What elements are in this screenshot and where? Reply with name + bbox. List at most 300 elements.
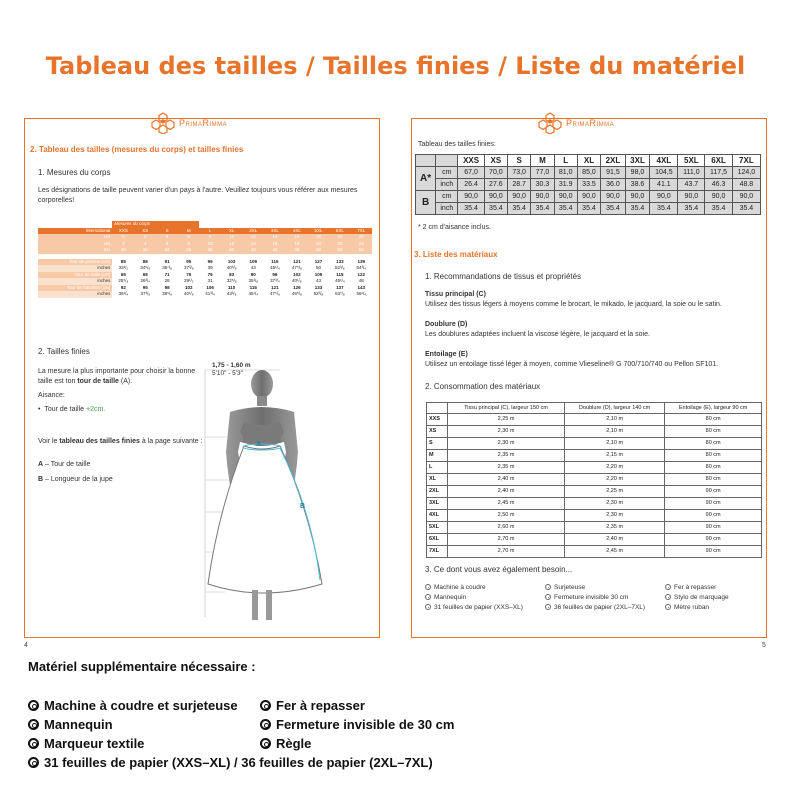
list-item-label: Fer à repasser (276, 698, 365, 713)
table-cell: 90,0 (484, 191, 507, 203)
table-cell: 80 cm (665, 414, 762, 426)
table-cell: 56¹/₄ (356, 291, 367, 296)
table-cell: 77,0 (531, 167, 554, 179)
table-cell: 26³/₄ (140, 278, 151, 283)
table-cell: 45¹/₄ (248, 291, 259, 296)
table-cell: 110 (228, 284, 236, 290)
finished-sizes-text (38, 367, 203, 387)
table-cell: 52 (351, 247, 372, 254)
table-cell: 121 (271, 284, 279, 290)
list-item (28, 717, 113, 732)
table-cell: 0 (112, 234, 134, 241)
table-cell: 32 (134, 247, 156, 254)
table-cell: 2,30 m (564, 498, 664, 510)
table-cell: 6 (156, 241, 178, 248)
bullet-icon (260, 700, 271, 711)
table-cell: 6 (178, 234, 199, 241)
table-cell: 22 (329, 241, 351, 248)
size-cell: S (427, 438, 448, 450)
finished-table-title: Tableau des tailles finies: (418, 141, 496, 148)
size-header-cell: XL (577, 155, 600, 167)
list-item (665, 594, 729, 601)
row-label: inches (38, 291, 112, 298)
bullet-icon (665, 604, 671, 610)
table-row (427, 450, 762, 462)
table-cell: 109 (249, 258, 258, 264)
table-cell: 126 (293, 284, 301, 290)
table-cell: 37³/₈ (140, 291, 151, 296)
left-page-number: 4 (24, 642, 28, 649)
table-cell: 10 (221, 234, 243, 241)
table-cell: 18 (308, 234, 329, 241)
table-row (416, 179, 761, 191)
legend-a-letter: A (38, 461, 44, 468)
table-cell: 45¹/₄ (335, 278, 345, 283)
size-cell: XXS (427, 414, 448, 426)
lining-title: Doublure (D) (425, 321, 468, 328)
table-cell: 27.6 (484, 179, 507, 191)
brand-logo (150, 112, 227, 134)
table-cell: 121 (293, 258, 301, 264)
table-cell: 91,5 (601, 167, 626, 179)
list-item-label: Règle (276, 736, 312, 751)
table-cell: 40⁵/₈ (226, 265, 237, 270)
table-cell: 90 cm (665, 486, 762, 498)
table-cell: 2,50 m (448, 510, 565, 522)
table-cell: 2,60 m (448, 522, 565, 534)
table-cell: 30 (112, 247, 134, 254)
table-cell: 10 (199, 241, 220, 248)
list-item (425, 584, 486, 591)
row-label: EU (38, 247, 112, 254)
table-cell: 33¹/₂ (118, 265, 129, 270)
legend-a (38, 460, 90, 470)
table-cell: 28.7 (508, 179, 531, 191)
table-cell: 81,0 (554, 167, 577, 179)
table-cell: 143 (357, 284, 366, 290)
table-cell: 88 (142, 258, 148, 264)
table-cell: 36.0 (601, 179, 626, 191)
table-cell: 36¹/₄ (118, 291, 129, 296)
table-cell: 43 (315, 278, 321, 283)
table-cell: 35.4 (508, 203, 531, 215)
tf-text-bold: tour de taille (77, 378, 119, 385)
table-row (427, 510, 762, 522)
size-cell: 5XL (427, 522, 448, 534)
row-label: US (38, 234, 112, 241)
table-cell: 90,0 (625, 191, 650, 203)
table-cell: 90 cm (665, 522, 762, 534)
size-header-cell: XS (484, 155, 507, 167)
table-cell: 95 (186, 258, 192, 264)
legend-a-text: – Tour de taille (43, 461, 91, 468)
hexagon-logo-icon (537, 112, 563, 134)
table-cell: 137 (336, 284, 344, 290)
row-label: UK (38, 241, 112, 248)
bullet-icon (545, 604, 551, 610)
aisance-item-text: Tour de taille (44, 406, 86, 413)
unit-cell: inch (436, 179, 458, 191)
table-cell: 43.7 (678, 179, 705, 191)
measure-header-cell: XS (134, 228, 156, 235)
table-cell: 35.4 (705, 203, 733, 215)
size-cell: L (427, 462, 448, 474)
bullet-icon (260, 719, 271, 730)
table-cell: 80 cm (665, 474, 762, 486)
table-cell: 90 cm (665, 534, 762, 546)
consumption-table (426, 402, 762, 558)
size-header-cell: S (508, 155, 531, 167)
table-cell: 2 (134, 234, 156, 241)
table-cell: 75 (186, 271, 192, 277)
table-cell: 67,0 (458, 167, 484, 179)
measure-header-cell: 2XL (243, 228, 264, 235)
table-cell: 2,45 m (448, 498, 565, 510)
body-measure-intro: Les désignations de taille peuvent varier d'un pays à l'autre. Veuillez toujours vous référer aux mesures corporelles! (38, 187, 358, 204)
table-cell: 92 (120, 284, 126, 290)
measure-header-cell: 6XL (329, 228, 351, 235)
measure-header-cell: L (199, 228, 220, 235)
interfacing-title: Entoilage (E) (425, 351, 468, 358)
table-cell: 47⁵/₈ (269, 291, 280, 296)
table-cell: 2,10 m (564, 414, 664, 426)
table-cell: 50 (329, 247, 351, 254)
table-cell: 46.3 (705, 179, 733, 191)
bottom-heading: Matériel supplémentaire nécessaire : (28, 659, 256, 674)
unit-cell: cm (436, 167, 458, 179)
list-item-label: Fer à repasser (674, 584, 717, 591)
table-cell: 38 (199, 247, 220, 254)
measure-header-cell: XXS (112, 228, 134, 235)
row-label: Tour de taille (cm) (38, 272, 112, 279)
aisance-label: Aisance: (38, 392, 65, 399)
table-cell: 2,30 m (564, 510, 664, 522)
table-cell: 29¹/₂ (184, 278, 194, 283)
table-cell: 90,0 (458, 191, 484, 203)
size-cell: XL (427, 474, 448, 486)
voir-text-bold: tableau des tailles finies (59, 438, 140, 445)
table-row (427, 438, 762, 450)
table-cell: 35.4 (458, 203, 484, 215)
table-row (427, 414, 762, 426)
table-cell: 38.6 (625, 179, 650, 191)
size-cell: 2XL (427, 486, 448, 498)
table-cell: 91 (164, 258, 170, 264)
table-cell: 80 cm (665, 462, 762, 474)
consumption-header-cell: Doublure (D), largeur 140 cm (564, 403, 664, 414)
table-row (427, 462, 762, 474)
list-item (545, 584, 585, 591)
table-cell: 26.4 (458, 179, 484, 191)
table-cell: 20 (329, 234, 351, 241)
table-cell: 90,0 (678, 191, 705, 203)
list-item-label: Fermeture invisible 30 cm (554, 594, 629, 601)
table-cell: 35.4 (531, 203, 554, 215)
table-cell: 90,0 (508, 191, 531, 203)
table-cell: 31.9 (554, 179, 577, 191)
table-cell: 73,0 (508, 167, 531, 179)
table-cell: 34⁵/₈ (140, 265, 151, 270)
table-cell: 53⁷/₈ (334, 291, 345, 296)
table-cell: 49⁵/₈ (291, 291, 302, 296)
table-cell: 85,0 (577, 167, 600, 179)
table-cell: 35.4 (625, 203, 650, 215)
table-cell: 37³/₈ (183, 265, 194, 270)
table-cell: 103 (227, 258, 236, 264)
table-cell: 70,0 (484, 167, 507, 179)
table-cell: 115 (336, 271, 344, 277)
group-cell: A* (416, 167, 436, 191)
list-item (545, 604, 645, 611)
table-row (38, 291, 372, 298)
list-item-label: Mannequin (434, 594, 467, 601)
table-cell: 45¹/₄ (270, 265, 280, 270)
height-label-2: 5'10" - 5'3" (212, 370, 243, 377)
table-cell: 42 (243, 247, 264, 254)
tf-text-2: (A). (118, 378, 133, 385)
table-row (427, 534, 762, 546)
table-cell: 39 (207, 265, 213, 270)
table-cell: 2,35 m (564, 522, 664, 534)
finished-sizes-subheading: 2. Tailles finies (38, 347, 90, 356)
list-item-label: Mètre ruban (674, 604, 710, 611)
table-row (416, 203, 761, 215)
list-item-label: Machine à coudre (434, 584, 486, 591)
table-cell: 98,0 (625, 167, 650, 179)
size-header-cell: 2XL (601, 155, 626, 167)
hexagon-logo-icon (150, 112, 176, 134)
table-cell: 2,25 m (564, 486, 664, 498)
table-cell: 2,15 m (564, 450, 664, 462)
table-cell: 25⁵/₈ (118, 278, 129, 283)
table-cell: 90 cm (665, 510, 762, 522)
table-cell: 18 (286, 241, 308, 248)
table-cell: 96 (272, 271, 278, 277)
table-cell: 127 (314, 258, 323, 264)
consumption-header-cell: Tissu principal (C), largeur 150 cm (448, 403, 565, 414)
bullet-icon (28, 700, 39, 711)
consumption-subheading: 2. Consommation des matériaux (425, 382, 541, 391)
list-item-label: Stylo de marquage (674, 594, 729, 601)
measure-table-caption: Mesures du corps (112, 221, 199, 228)
table-cell: 35.4 (650, 203, 678, 215)
table-cell: 90 cm (665, 546, 762, 558)
bullet-icon (665, 584, 671, 590)
table-cell: 85 (120, 258, 126, 264)
voir-text-2: à la page suivante : (139, 438, 203, 445)
bullet-icon (260, 738, 271, 749)
measure-header-cell: 4XL (286, 228, 308, 235)
list-item (545, 594, 628, 601)
table-cell: 48 (358, 278, 364, 283)
bullet-icon (28, 757, 39, 768)
table-cell: 40¹/₈ (183, 291, 194, 296)
table-cell: 40 (221, 247, 243, 254)
table-cell: 41³/₄ (205, 291, 215, 296)
list-item (260, 717, 454, 732)
table-cell: 90,0 (577, 191, 600, 203)
table-cell: 80 cm (665, 438, 762, 450)
table-cell: 98 (164, 284, 170, 290)
table-cell: 111,0 (678, 167, 705, 179)
table-cell: 117,5 (705, 167, 733, 179)
table-row (416, 191, 761, 203)
table-row (427, 426, 762, 438)
size-header-cell: L (554, 155, 577, 167)
table-cell: 50 (315, 265, 321, 270)
size-cell: 6XL (427, 534, 448, 546)
list-item-label: Surjeteuse (554, 584, 586, 591)
list-item (260, 736, 311, 751)
marker-a: A (256, 441, 262, 448)
measure-header-cell: M (178, 228, 199, 235)
body-measure-subheading: 1. Mesures du corps (38, 168, 111, 177)
body-measure-table (38, 221, 372, 298)
table-cell: 12 (221, 241, 243, 248)
table-cell: 102 (185, 284, 193, 290)
table-cell: 80 cm (665, 450, 762, 462)
bullet-icon (425, 604, 431, 610)
bullet-icon (665, 594, 671, 600)
table-cell: 90 (250, 271, 256, 277)
table-cell: 95 (142, 284, 148, 290)
table-cell: 90 cm (665, 498, 762, 510)
table-cell: 47⁵/₈ (291, 265, 302, 270)
consumption-header-cell (427, 403, 448, 414)
table-cell: 2,30 m (448, 438, 565, 450)
table-cell: 2,35 m (448, 450, 565, 462)
row-label: Tour de poitrine (cm) (38, 259, 112, 266)
table-row (427, 474, 762, 486)
table-cell: 41.1 (650, 179, 678, 191)
table-cell: 43 (250, 265, 256, 270)
list-item (665, 604, 709, 611)
voir-text (38, 437, 208, 447)
list-item-label: Mannequin (44, 717, 113, 732)
table-cell: 35.4 (601, 203, 626, 215)
table-cell: 34 (156, 247, 178, 254)
table-cell: 90,0 (531, 191, 554, 203)
size-header-cell: 6XL (705, 155, 733, 167)
table-row (416, 167, 761, 179)
table-cell: 133 (314, 284, 323, 290)
table-cell: 2,45 m (564, 546, 664, 558)
table-cell: 52³/₈ (313, 291, 324, 296)
bullet-icon (28, 719, 39, 730)
table-cell: 2,10 m (564, 426, 664, 438)
table-cell: 4 (156, 234, 178, 241)
brand-logo-right (537, 112, 614, 134)
table-cell: 31 (207, 278, 213, 283)
table-cell: 36 (178, 247, 199, 254)
fabric-subheading: 1. Recommandations de tissus et propriétés (425, 272, 582, 281)
list-item-label: Fermeture invisible de 30 cm (276, 717, 455, 732)
table-cell: 14 (264, 234, 286, 241)
table-cell: 46 (286, 247, 308, 254)
table-cell: 2,25 m (448, 414, 565, 426)
header-blank (436, 155, 458, 167)
list-item (665, 584, 716, 591)
lining-text: Les doublures adaptées incluent la viscose légère, le jacquard et la soie. (425, 331, 650, 338)
measure-header-cell: 7XL (351, 228, 372, 235)
list-item-label: 36 feuilles de papier (2XL–7XL) (554, 604, 646, 611)
table-cell: 90,0 (732, 191, 760, 203)
list-item (260, 698, 365, 713)
list-item (28, 698, 238, 713)
table-cell: 28 (164, 278, 170, 283)
list-item (28, 736, 144, 751)
table-cell: 109 (314, 271, 323, 277)
size-header-cell: 5XL (678, 155, 705, 167)
row-label: inches (38, 265, 112, 272)
table-cell: 65 (120, 271, 126, 277)
table-cell: 14 (243, 241, 264, 248)
finished-sizes-table (415, 154, 761, 215)
list-item-label: 31 feuilles de papier (XXS–XL) / 36 feuilles de papier (2XL–7XL) (44, 755, 433, 770)
table-cell: 2,35 m (448, 462, 565, 474)
table-row (427, 522, 762, 534)
table-cell: 54³/₄ (356, 265, 367, 270)
table-cell: 43³/₈ (226, 291, 237, 296)
table-cell: 139 (357, 258, 366, 264)
legend-b-text: – Longueur de la jupe (43, 476, 113, 483)
size-header-cell: 3XL (625, 155, 650, 167)
unit-cell: inch (436, 203, 458, 215)
table-cell: 2,20 m (564, 474, 664, 486)
table-cell: 90,0 (705, 191, 733, 203)
table-cell: 83 (229, 271, 235, 277)
table-cell: 2,40 m (448, 486, 565, 498)
row-label: inches (38, 278, 112, 285)
table-cell: 35⁷/₈ (162, 265, 173, 270)
table-cell: 37³/₄ (270, 278, 280, 283)
size-cell: 3XL (427, 498, 448, 510)
table-cell: 2,40 m (448, 474, 565, 486)
measure-header-cell: International (38, 228, 112, 235)
voir-text-1: Voir le (38, 438, 60, 445)
table-cell: 90,0 (650, 191, 678, 203)
table-cell: 2,70 m (448, 534, 565, 546)
header-blank (416, 155, 436, 167)
extras-list (425, 584, 755, 618)
size-cell: M (427, 450, 448, 462)
aisance-item (38, 405, 105, 415)
table-cell: 104,5 (650, 167, 678, 179)
table-cell: 48 (308, 247, 329, 254)
table-cell: 32⁵/₈ (226, 278, 237, 283)
row-label: Tour de hanches (cm) (38, 285, 112, 292)
bullet-icon (28, 738, 39, 749)
table-cell: 2 (112, 241, 134, 248)
table-cell: 8 (178, 241, 199, 248)
table-cell: 16 (264, 241, 286, 248)
left-heading: 2. Tableau des tailles (mesures du corps) et tailles finies (30, 145, 244, 154)
tf-text-1: La mesure la plus importante pour choisir la bonne taille est ton (38, 368, 196, 385)
page-title: Tableau des tailles / Tailles finies / Liste du matériel (45, 52, 746, 80)
measure-header-cell: XL (221, 228, 243, 235)
table-cell: 8 (199, 234, 220, 241)
group-cell: B (416, 191, 436, 215)
size-cell: 7XL (427, 546, 448, 558)
list-item (425, 594, 466, 601)
table-cell: 40¹/₈ (292, 278, 302, 283)
table-cell: 68 (142, 271, 148, 277)
table-cell: 115 (249, 284, 257, 290)
table-cell: 124,0 (732, 167, 760, 179)
table-cell: 44 (264, 247, 286, 254)
measure-header-cell: S (156, 228, 178, 235)
marker-b: B (300, 503, 306, 510)
